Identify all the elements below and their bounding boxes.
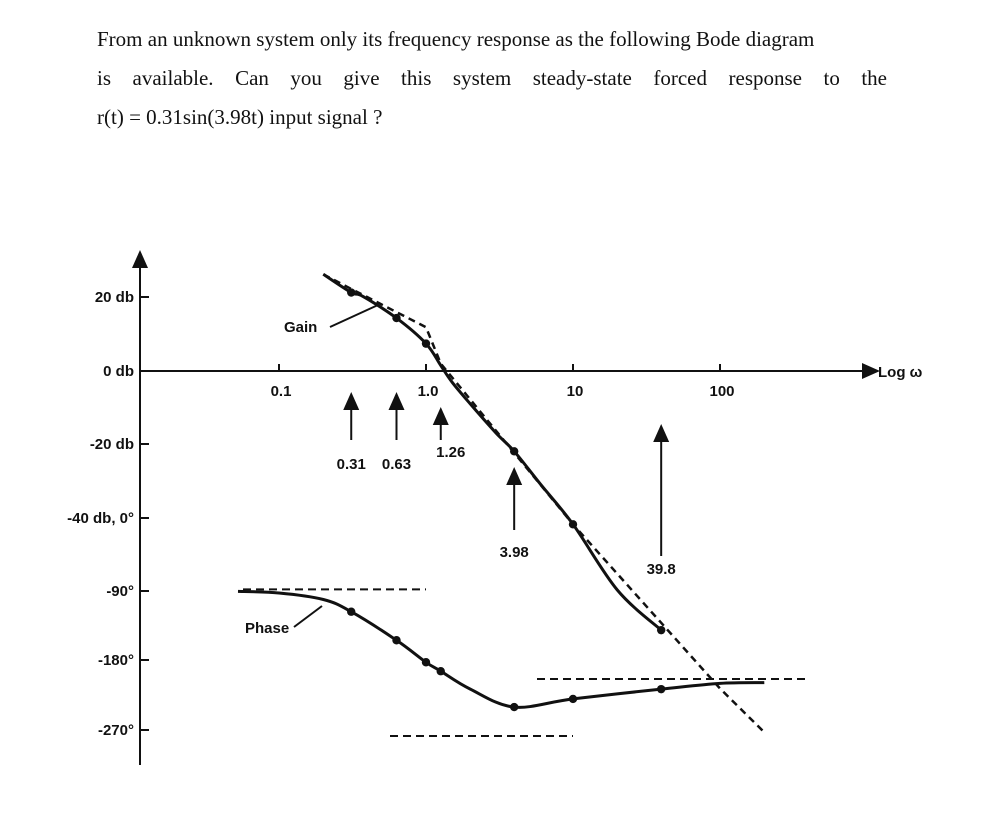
- reference-lines: [243, 589, 809, 736]
- question-word: Can: [235, 66, 269, 90]
- y-tick-label: -20 db: [89, 436, 134, 453]
- question-word: available.: [132, 66, 214, 90]
- series-marker-gain: [347, 288, 355, 296]
- x-tick-label: 1.0: [417, 383, 439, 400]
- series-label-gain: Gain: [284, 319, 318, 336]
- question-word: response: [728, 66, 802, 90]
- x-tick-label: 10: [566, 383, 584, 400]
- y-tick-label: -90°: [106, 583, 134, 600]
- series-line-asymptote: [323, 274, 764, 732]
- question-word: steady-state: [532, 66, 632, 90]
- annotation-label: 3.98: [499, 544, 529, 561]
- series-marker-phase: [347, 608, 355, 616]
- x-tick-label: 0.1: [270, 383, 292, 400]
- question-word: forced: [653, 66, 707, 90]
- question-line-1: From an unknown system only its frequency response as the following Bode diagram: [97, 27, 815, 51]
- question-word: the: [861, 66, 887, 90]
- question-word: give: [343, 66, 380, 90]
- annotation-label: 39.8: [646, 561, 676, 578]
- annotation-label: 0.31: [336, 456, 366, 473]
- series-group: [238, 274, 764, 732]
- series-marker-phase: [392, 636, 400, 644]
- series-label-leader: [330, 305, 378, 327]
- series-marker-phase: [657, 685, 665, 693]
- question-word: to: [823, 66, 840, 90]
- question-word: you: [290, 66, 322, 90]
- question-tail: input signal ?: [269, 105, 383, 129]
- series-marker-gain: [392, 314, 400, 322]
- series-marker-gain: [569, 520, 577, 528]
- series-marker-phase: [437, 667, 445, 675]
- question-word: is: [97, 66, 112, 90]
- axes: [67, 258, 923, 765]
- series-line-gain: [323, 274, 661, 630]
- annotation-group: [337, 400, 676, 578]
- x-axis-label: Log ω: [878, 364, 923, 381]
- y-tick-label: 0 db: [103, 363, 134, 380]
- y-tick-label: -40 db, 0°: [67, 510, 134, 527]
- question-word: this: [401, 66, 432, 90]
- series-marker-phase: [510, 703, 518, 711]
- series-marker-gain: [657, 626, 665, 634]
- series-label-phase: Phase: [245, 620, 290, 637]
- annotation-label: 0.63: [381, 456, 412, 473]
- marker-group: [347, 288, 665, 711]
- y-tick-label: -270°: [97, 722, 134, 739]
- y-tick-label: -180°: [97, 652, 134, 669]
- series-label-leader: [294, 606, 322, 627]
- series-marker-gain: [422, 339, 430, 347]
- series-marker-phase: [569, 695, 577, 703]
- annotation-label: 1.26: [436, 444, 466, 461]
- y-tick-label: 20 db: [94, 289, 134, 306]
- input-signal-formula: r(t) = 0.31sin(3.98t): [97, 105, 264, 129]
- question-word: system: [452, 66, 512, 90]
- series-marker-phase: [422, 658, 430, 666]
- x-tick-label: 100: [709, 383, 735, 400]
- series-marker-gain: [510, 447, 518, 455]
